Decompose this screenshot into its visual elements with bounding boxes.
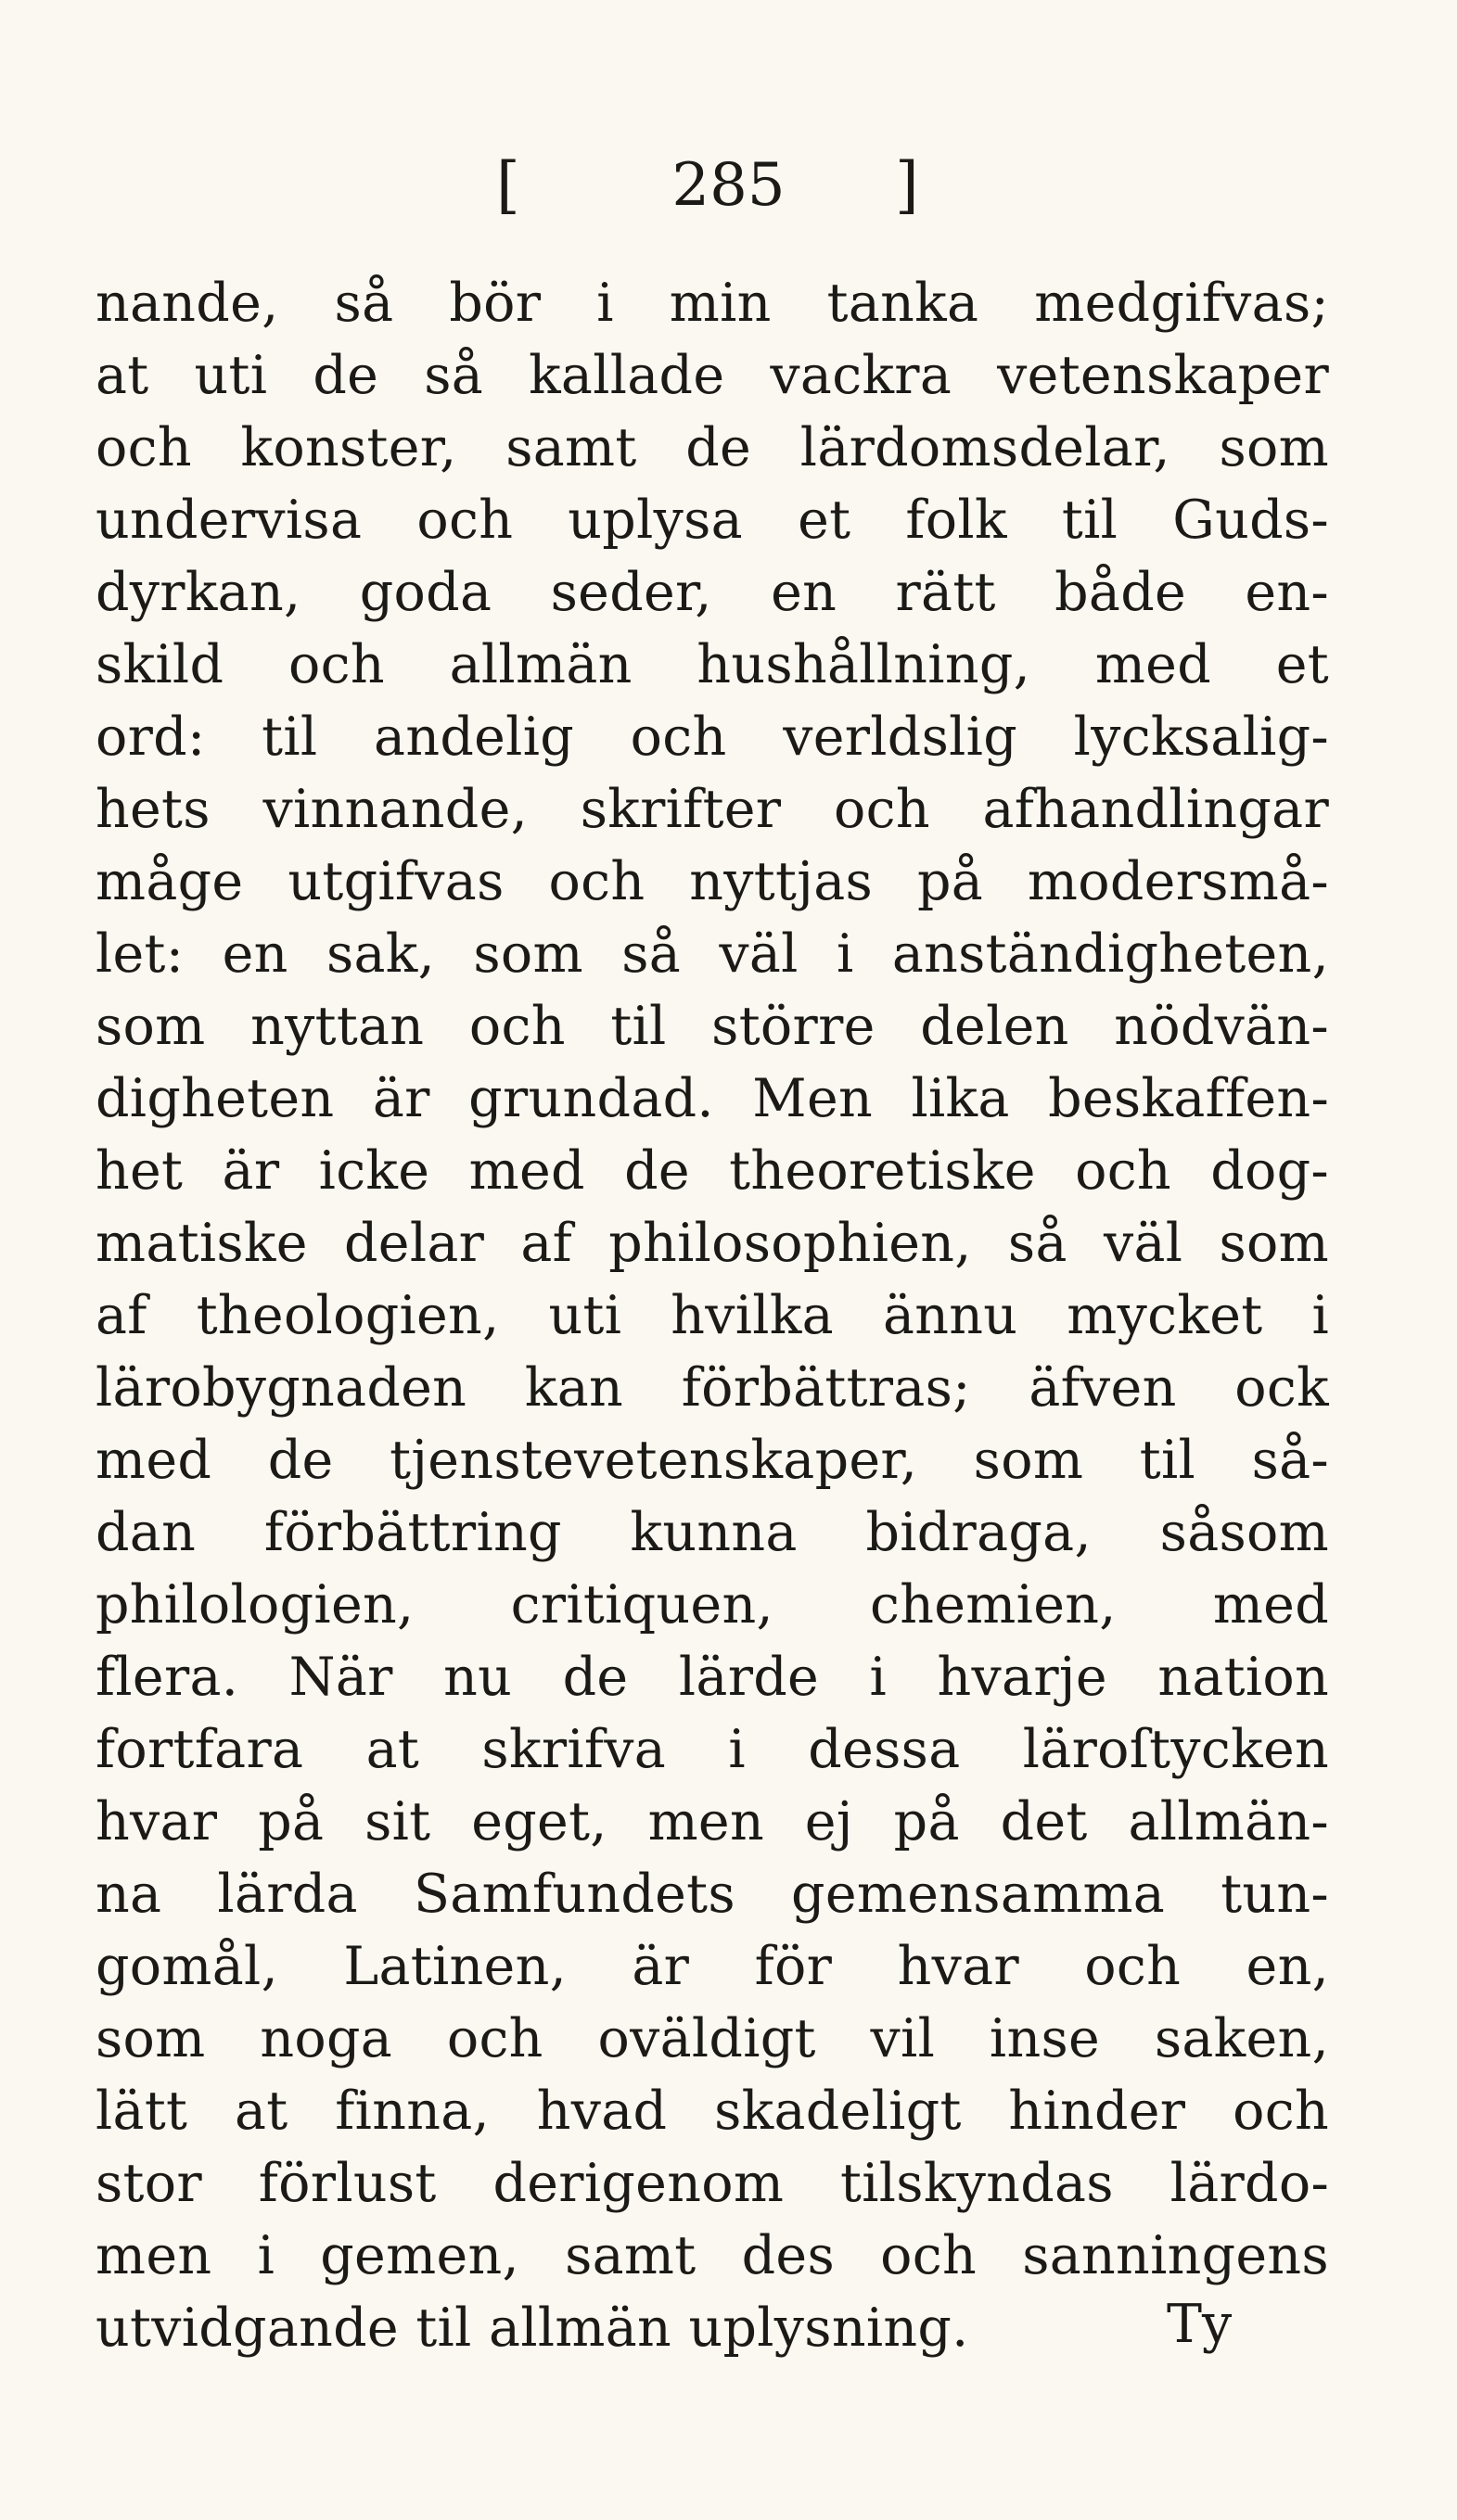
text-line: dyrkan, goda seder, en rätt både en- — [96, 562, 1329, 623]
text-line: philologien, critiquen, chemien, med — [96, 1574, 1329, 1635]
text-line: som noga och oväldigt vil inse saken, — [96, 2008, 1329, 2069]
text-line-last: utvidgande til allmän uplysning. — [96, 2297, 969, 2359]
text-line: flera. När nu de lärde i hvarje nation — [96, 1647, 1329, 1708]
text-line: men i gemen, samt des och sanningens — [96, 2225, 1329, 2286]
text-line: digheten är grundad. Men lika beskaffen- — [96, 1068, 1329, 1129]
text-line: matiske delar af philosophien, så väl som — [96, 1213, 1329, 1274]
text-line: som nyttan och til större delen nödvän- — [96, 996, 1329, 1057]
text-line: fortfara at skrifva i dessa läroſtycken — [96, 1719, 1329, 1780]
text-line: undervisa och uplysa et folk til Guds- — [96, 490, 1329, 551]
text-line: med de tjenstevetenskaper, som til så- — [96, 1430, 1329, 1491]
text-line: gomål, Latinen, är för hvar och en, — [96, 1936, 1329, 1997]
catchword: Ty — [1167, 2294, 1233, 2355]
text-line: och konster, samt de lärdomsdelar, som — [96, 417, 1329, 478]
page-number: 285 — [671, 151, 786, 220]
text-line: ord: til andelig och verldslig lycksalig- — [96, 706, 1329, 768]
text-line: skild och allmän hushållning, med et — [96, 634, 1329, 695]
header-bracket-left: [ — [496, 149, 520, 221]
text-line: lärobygnaden kan förbättras; äfven ock — [96, 1357, 1329, 1419]
text-line: het är icke med de theoretiske och dog- — [96, 1140, 1329, 1202]
text-line: af theologien, uti hvilka ännu mycket i — [96, 1285, 1329, 1346]
text-line: stor förlust derigenom tilskyndas lärdo- — [96, 2153, 1329, 2214]
body-text — [96, 267, 1329, 2364]
page-header — [0, 144, 1457, 227]
text-line: let: en sak, som så väl i anständigheten, — [96, 923, 1329, 985]
text-line: hets vinnande, skrifter och afhandlingar — [96, 779, 1329, 840]
text-line: at uti de så kallade vackra vetenskaper — [96, 345, 1329, 406]
text-line: lätt at finna, hvad skadeligt hinder och — [96, 2081, 1329, 2142]
text-line: na lärda Samfundets gemensamma tun- — [96, 1864, 1329, 1925]
text-line: nande, så bör i min tanka medgifvas; — [96, 273, 1329, 334]
header-bracket-right: ] — [895, 149, 919, 221]
text-line: hvar på sit eget, men ej på det allmän- — [96, 1791, 1329, 1852]
text-line: måge utgifvas och nyttjas på modersmå- — [96, 851, 1329, 912]
text-line: dan förbättring kunna bidraga, såsom — [96, 1502, 1329, 1563]
